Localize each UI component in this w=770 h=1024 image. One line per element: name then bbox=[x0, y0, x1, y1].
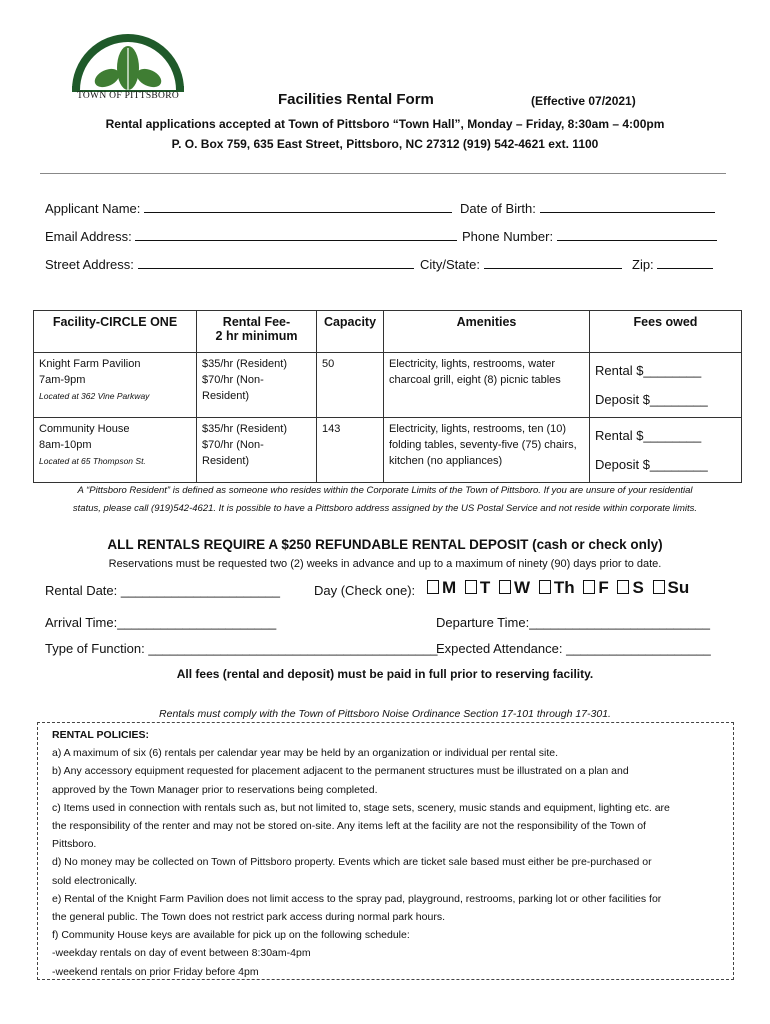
zip-label: Zip: bbox=[632, 257, 654, 272]
policy-line: -weekend rentals on prior Friday before 4pm bbox=[52, 965, 259, 978]
fees-owed-cell[interactable] bbox=[590, 418, 742, 483]
facility-name: Community House bbox=[39, 423, 130, 435]
policy-line: b) Any accessory equipment requested for placement adjacent to the permanent structures must be illustrated on a plan and bbox=[52, 765, 629, 778]
city-state-line[interactable] bbox=[484, 256, 622, 269]
rental-date-field[interactable]: Rental Date: ______________________ bbox=[45, 583, 280, 598]
city-state-label: City/State: bbox=[420, 257, 480, 272]
expected-attendance-field[interactable]: Expected Attendance: ____________________ bbox=[436, 641, 711, 656]
email-line[interactable] bbox=[135, 228, 457, 241]
noise-ordinance-note: Rentals must comply with the Town of Pittsboro Noise Ordinance Section 17-101 through 17-301. bbox=[159, 708, 611, 720]
header-divider bbox=[40, 173, 726, 174]
form-title: Facilities Rental Form bbox=[278, 91, 434, 108]
policy-line: -weekday rentals on day of event between 8:30am-4pm bbox=[52, 947, 311, 960]
facility-cell[interactable] bbox=[34, 418, 197, 483]
facility-header: Facility-CIRCLE ONE bbox=[34, 311, 197, 353]
checkbox-tuesday[interactable] bbox=[465, 580, 477, 594]
date-of-birth-label: Date of Birth: bbox=[460, 201, 536, 216]
departure-time-field[interactable]: Departure Time:_________________________ bbox=[436, 615, 710, 630]
resident-note-line1: A “Pittsboro Resident” is defined as someone who resides within the Corporate Limits of the Town of Pittsboro. If you are unsure of your residential bbox=[77, 485, 693, 496]
facility-cell[interactable] bbox=[34, 353, 197, 418]
rental-fee-owed[interactable]: Rental $________ bbox=[595, 363, 702, 378]
applicant-name-field[interactable] bbox=[45, 200, 452, 216]
policy-line: approved by the Town Manager prior to reservations being completed. bbox=[52, 783, 378, 796]
street-address-line[interactable] bbox=[138, 256, 414, 269]
policy-line: d) No money may be collected on Town of Pittsboro property. Events which are ticket sale based must either be pre-purchased or bbox=[52, 856, 652, 869]
email-field[interactable] bbox=[45, 228, 457, 244]
rental-fee-cell bbox=[197, 418, 317, 483]
deposit-owed[interactable]: Deposit $________ bbox=[595, 457, 708, 472]
email-label: Email Address: bbox=[45, 229, 132, 244]
checkbox-thursday[interactable] bbox=[539, 580, 551, 594]
rental-fee-header bbox=[197, 311, 317, 353]
deposit-owed[interactable]: Deposit $________ bbox=[595, 392, 708, 407]
policy-line: Pittsboro. bbox=[52, 838, 97, 851]
application-hours: Rental applications accepted at Town of Pittsboro “Town Hall”, Monday – Friday, 8:30am – 4:00pm bbox=[105, 117, 665, 131]
fee-nonresident: $70/hr (Non- bbox=[202, 374, 264, 386]
amenities-cell: Electricity, lights, restrooms, ten (10) folding tables, seventy-five (75) chairs, kitchen (no appliances) bbox=[384, 418, 590, 483]
policy-line: c) Items used in connection with rentals such as, but not limited to, stage sets, scenery, music stands and equipment, lighting etc. are bbox=[52, 801, 670, 814]
phone-line[interactable] bbox=[557, 228, 717, 241]
facility-hours: 8am-10pm bbox=[39, 439, 92, 451]
rental-policies-box bbox=[37, 722, 734, 980]
day-thursday: Th bbox=[553, 578, 575, 597]
policy-line: sold electronically. bbox=[52, 874, 138, 887]
street-address-field[interactable] bbox=[45, 256, 414, 272]
city-state-field[interactable] bbox=[420, 256, 622, 272]
policy-line: the responsibility of the renter and may not be stored on-site. Any items left at the facility are not the responsibility of the Town of bbox=[52, 820, 646, 833]
applicant-name-label: Applicant Name: bbox=[45, 201, 141, 216]
fee-resident: $35/hr (Resident) bbox=[202, 358, 287, 370]
day-tuesday: T bbox=[479, 578, 491, 597]
amenities-header: Amenities bbox=[384, 311, 590, 353]
amenities-cell: Electricity, lights, restrooms, water charcoal grill, eight (8) picnic tables bbox=[384, 353, 590, 418]
policy-line: e) Rental of the Knight Farm Pavilion does not limit access to the spray pad, playground, restrooms, parking lot or other facilities for bbox=[52, 892, 662, 905]
phone-label: Phone Number: bbox=[462, 229, 554, 244]
fees-owed-cell[interactable] bbox=[590, 353, 742, 418]
logo-text: TOWN OF PITTSBORO bbox=[76, 91, 180, 101]
date-of-birth-field[interactable] bbox=[460, 200, 715, 216]
day-monday: M bbox=[442, 578, 457, 597]
day-label: Day (Check one): bbox=[314, 583, 416, 598]
checkbox-saturday[interactable] bbox=[617, 580, 629, 594]
table-header-row bbox=[34, 311, 742, 353]
fees-owed-header: Fees owed bbox=[590, 311, 742, 353]
contact-address: P. O. Box 759, 635 East Street, Pittsboro, NC 27312 (919) 542-4621 ext. 1100 bbox=[171, 137, 599, 151]
street-address-label: Street Address: bbox=[45, 257, 134, 272]
function-type-field[interactable]: Type of Function: ________________________________________ bbox=[45, 641, 438, 656]
day-checkboxes bbox=[423, 578, 689, 598]
deposit-heading: ALL RENTALS REQUIRE A $250 REFUNDABLE RENTAL DEPOSIT (cash or check only) bbox=[107, 537, 663, 552]
rental-fee-owed[interactable]: Rental $________ bbox=[595, 428, 702, 443]
fee-resident: $35/hr (Resident) bbox=[202, 423, 287, 435]
table-row[interactable] bbox=[34, 353, 742, 418]
zip-line[interactable] bbox=[657, 256, 713, 269]
zip-field[interactable] bbox=[632, 256, 713, 272]
date-of-birth-line[interactable] bbox=[540, 200, 715, 213]
facility-location: Located at 362 Vine Parkway bbox=[39, 391, 150, 401]
phone-field[interactable] bbox=[462, 228, 717, 244]
facility-name: Knight Farm Pavilion bbox=[39, 358, 141, 370]
checkbox-monday[interactable] bbox=[427, 580, 439, 594]
fee-nonresident-cont: Resident) bbox=[202, 390, 250, 402]
policy-line: the general public. The Town does not restrict park access during normal park hours. bbox=[52, 911, 445, 924]
resident-note bbox=[40, 482, 730, 518]
rental-fee-header-line2: 2 hr minimum bbox=[215, 329, 298, 343]
fee-nonresident: $70/hr (Non- bbox=[202, 439, 264, 451]
rental-fee-header-line1: Rental Fee- bbox=[222, 315, 291, 329]
policy-line: f) Community House keys are available for pick up on the following schedule: bbox=[52, 929, 410, 942]
day-saturday: S bbox=[632, 578, 644, 597]
reservations-note: Reservations must be requested two (2) weeks in advance and up to a maximum of ninety (90) days prior to date. bbox=[108, 558, 662, 570]
day-sunday: Su bbox=[667, 578, 690, 597]
checkbox-friday[interactable] bbox=[583, 580, 595, 594]
capacity-cell: 143 bbox=[317, 418, 384, 483]
capacity-header: Capacity bbox=[317, 311, 384, 353]
effective-date: (Effective 07/2021) bbox=[531, 94, 636, 108]
capacity-cell: 50 bbox=[317, 353, 384, 418]
policies-heading: RENTAL POLICIES: bbox=[52, 729, 150, 741]
arrival-time-field[interactable]: Arrival Time:______________________ bbox=[45, 615, 277, 630]
all-fees-notice: All fees (rental and deposit) must be paid in full prior to reserving facility. bbox=[176, 667, 594, 681]
fee-nonresident-cont: Resident) bbox=[202, 455, 250, 467]
facility-hours: 7am-9pm bbox=[39, 374, 86, 386]
day-friday: F bbox=[598, 578, 609, 597]
facility-location: Located at 65 Thompson St. bbox=[39, 456, 146, 466]
applicant-name-line[interactable] bbox=[144, 200, 452, 213]
checkbox-wednesday[interactable] bbox=[499, 580, 511, 594]
facility-table bbox=[33, 310, 742, 483]
day-wednesday: W bbox=[514, 578, 531, 597]
policy-line: a) A maximum of six (6) rentals per calendar year may be held by an organization or individual per rental site. bbox=[52, 747, 558, 760]
resident-note-line2: status, please call (919)542-4621. It is possible to have a Pittsboro address assigned by the US Postal Service and not reside within corporate limits. bbox=[72, 503, 698, 514]
checkbox-sunday[interactable] bbox=[653, 580, 665, 594]
rental-fee-cell bbox=[197, 353, 317, 418]
table-row[interactable] bbox=[34, 418, 742, 483]
